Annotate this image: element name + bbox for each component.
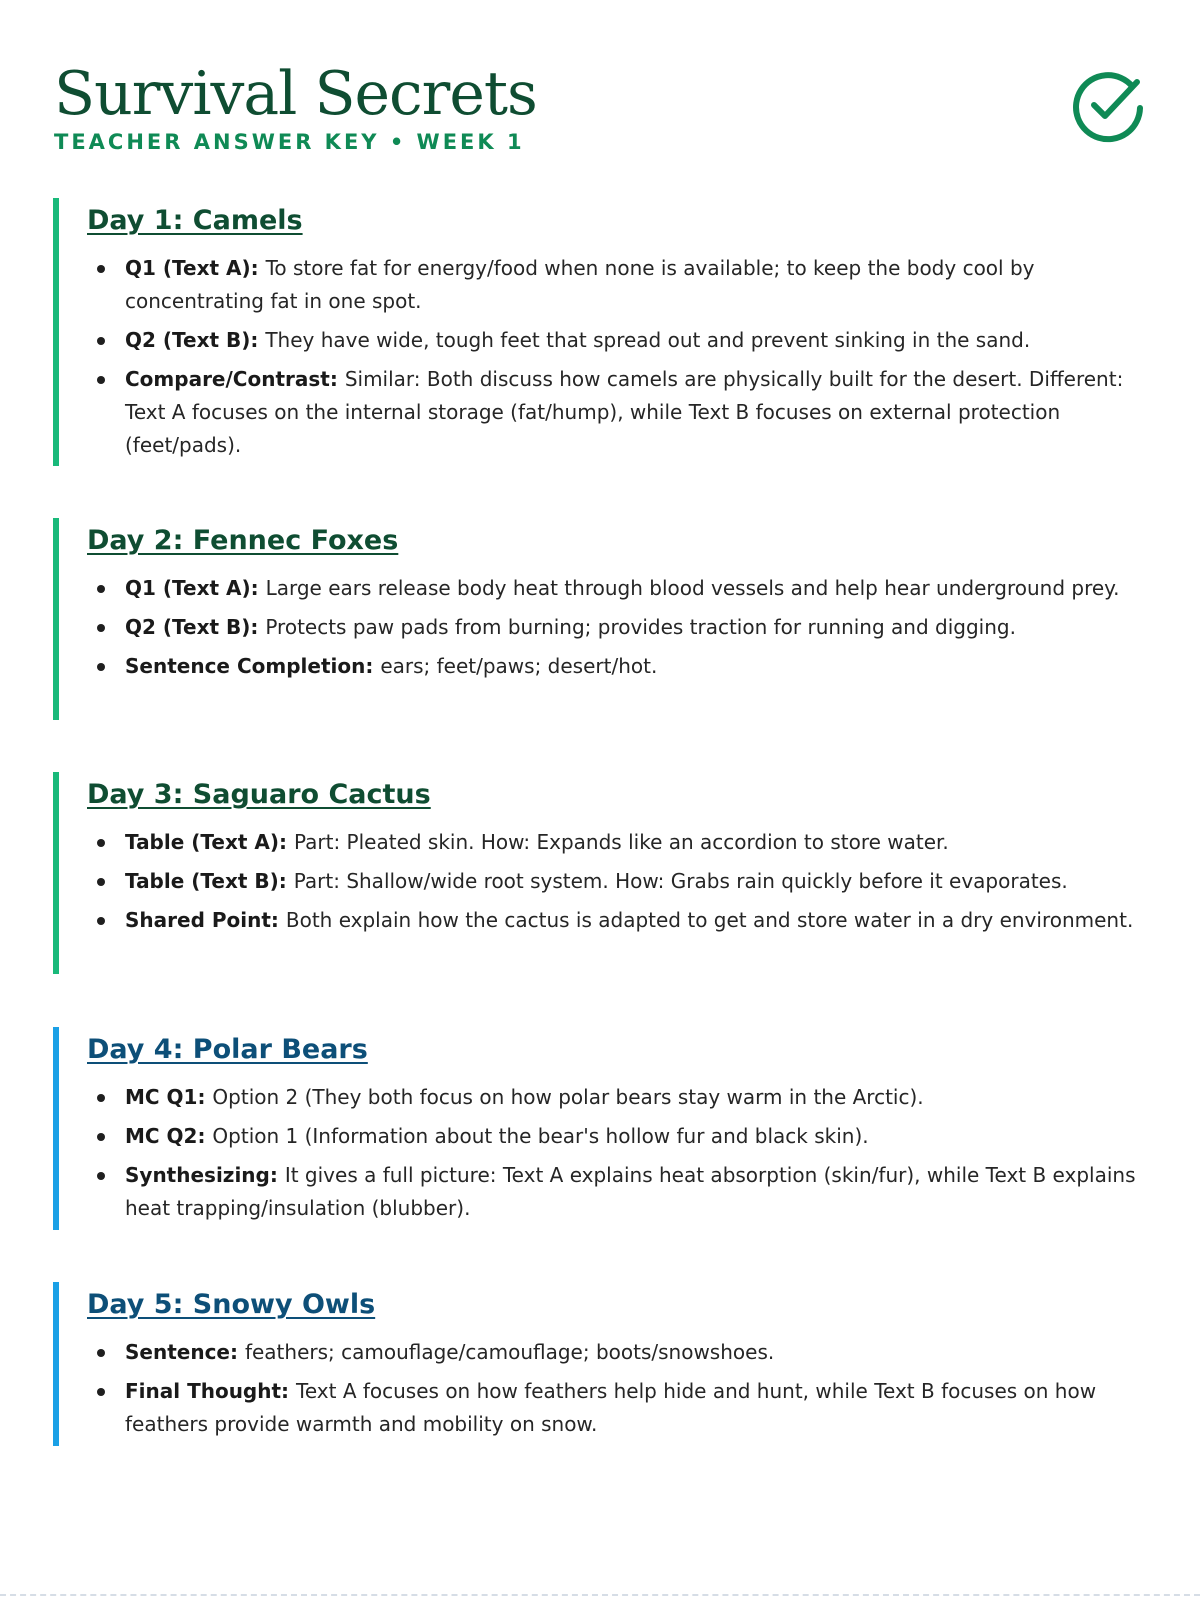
item-label: Compare/Contrast:: [125, 367, 345, 391]
item-label: Q1 (Text A):: [125, 256, 266, 280]
item-text: Option 2 (They both focus on how polar bears stay warm in the Arctic).: [212, 1085, 924, 1109]
item-label: MC Q1:: [125, 1085, 213, 1109]
list-item: [87, 1375, 1153, 1441]
item-label: Q2 (Text B):: [125, 328, 266, 352]
bullet-icon: [97, 917, 105, 925]
answer-list: [87, 252, 1153, 462]
page-title: Survival Secrets: [54, 59, 537, 129]
bullet-icon: [97, 1388, 105, 1396]
section-title: Day 3: Saguaro Cactus: [87, 779, 431, 810]
item-text: Option 1 (Information about the bear's hollow fur and black skin).: [212, 1124, 869, 1148]
section-title: Day 4: Polar Bears: [87, 1034, 368, 1065]
bullet-icon: [97, 265, 105, 273]
list-item: [87, 904, 1153, 937]
answer-list: [87, 572, 1153, 683]
item-label: Q2 (Text B):: [125, 615, 266, 639]
list-item: [87, 1081, 1153, 1114]
item-label: Sentence Completion:: [125, 654, 381, 678]
list-item: [87, 363, 1153, 462]
bullet-icon: [97, 839, 105, 847]
section-title: Day 1: Camels: [87, 205, 303, 236]
list-item: [87, 1120, 1153, 1153]
bullet-icon: [97, 585, 105, 593]
item-text: Part: Pleated skin. How: Expands like an accordion to store water.: [293, 830, 949, 854]
bullet-icon: [97, 1094, 105, 1102]
day-3-section: [53, 772, 1153, 974]
item-text: To store fat for energy/food when none is available; to keep the body cool by concentrating fat in one spot.: [125, 256, 1035, 313]
item-text: Text A focuses on how feathers help hide and hunt, while Text B focuses on how feathers provide warmth and mobility on snow.: [125, 1379, 1097, 1436]
item-text: ears; feet/paws; desert/hot.: [380, 654, 658, 678]
day-4-section: [53, 1027, 1153, 1230]
item-text: Part: Shallow/wide root system. How: Grabs rain quickly before it evaporates.: [293, 869, 1068, 893]
item-label: Table (Text B):: [125, 869, 294, 893]
item-text: Protects paw pads from burning; provides traction for running and digging.: [265, 615, 1016, 639]
list-item: [87, 865, 1153, 898]
item-label: Q1 (Text A):: [125, 576, 266, 600]
list-item: [87, 324, 1153, 357]
section-title: Day 5: Snowy Owls: [87, 1289, 376, 1320]
day-2-section: [53, 518, 1153, 720]
item-label: Sentence:: [125, 1340, 245, 1364]
item-text: feathers; camouflage/camouflage; boots/snowshoes.: [244, 1340, 775, 1364]
list-item: [87, 650, 1153, 683]
list-item: [87, 826, 1153, 859]
item-label: Shared Point:: [125, 908, 286, 932]
answer-list: [87, 826, 1153, 937]
day-1-section: [53, 198, 1153, 466]
answer-list: [87, 1336, 1153, 1441]
page-subtitle: TEACHER ANSWER KEY • WEEK 1: [54, 130, 525, 154]
item-text: Similar: Both discuss how camels are physically built for the desert. Different: Text A focuses on the internal storage (fat/hump), while Text B focuses on external protection (feet/pads).: [125, 367, 1124, 457]
list-item: [87, 1336, 1153, 1369]
list-item: [87, 1159, 1153, 1225]
item-text: Both explain how the cactus is adapted to get and store water in a dry environment.: [285, 908, 1134, 932]
bullet-icon: [97, 878, 105, 886]
bullet-icon: [97, 1133, 105, 1141]
item-label: Table (Text A):: [125, 830, 294, 854]
answer-list: [87, 1081, 1153, 1225]
item-text: It gives a full picture: Text A explains heat absorption (skin/fur), while Text B explains heat trapping/insulation (blubber).: [125, 1163, 1136, 1220]
list-item: [87, 611, 1153, 644]
bullet-icon: [97, 1349, 105, 1357]
bullet-icon: [97, 337, 105, 345]
item-label: MC Q2:: [125, 1124, 213, 1148]
bullet-icon: [97, 663, 105, 671]
section-title: Day 2: Fennec Foxes: [87, 525, 399, 556]
page-header: [54, 58, 1146, 168]
check-circle-icon: [1070, 68, 1146, 144]
bullet-icon: [97, 376, 105, 384]
list-item: [87, 572, 1153, 605]
item-text: They have wide, tough feet that spread out and prevent sinking in the sand.: [265, 328, 1031, 352]
item-label: Final Thought:: [125, 1379, 297, 1403]
page-bottom-divider: [0, 1594, 1200, 1596]
item-label: Synthesizing:: [125, 1163, 285, 1187]
item-text: Large ears release body heat through blood vessels and help hear underground prey.: [265, 576, 1120, 600]
day-5-section: [53, 1282, 1153, 1446]
list-item: [87, 252, 1153, 318]
bullet-icon: [97, 1172, 105, 1180]
bullet-icon: [97, 624, 105, 632]
